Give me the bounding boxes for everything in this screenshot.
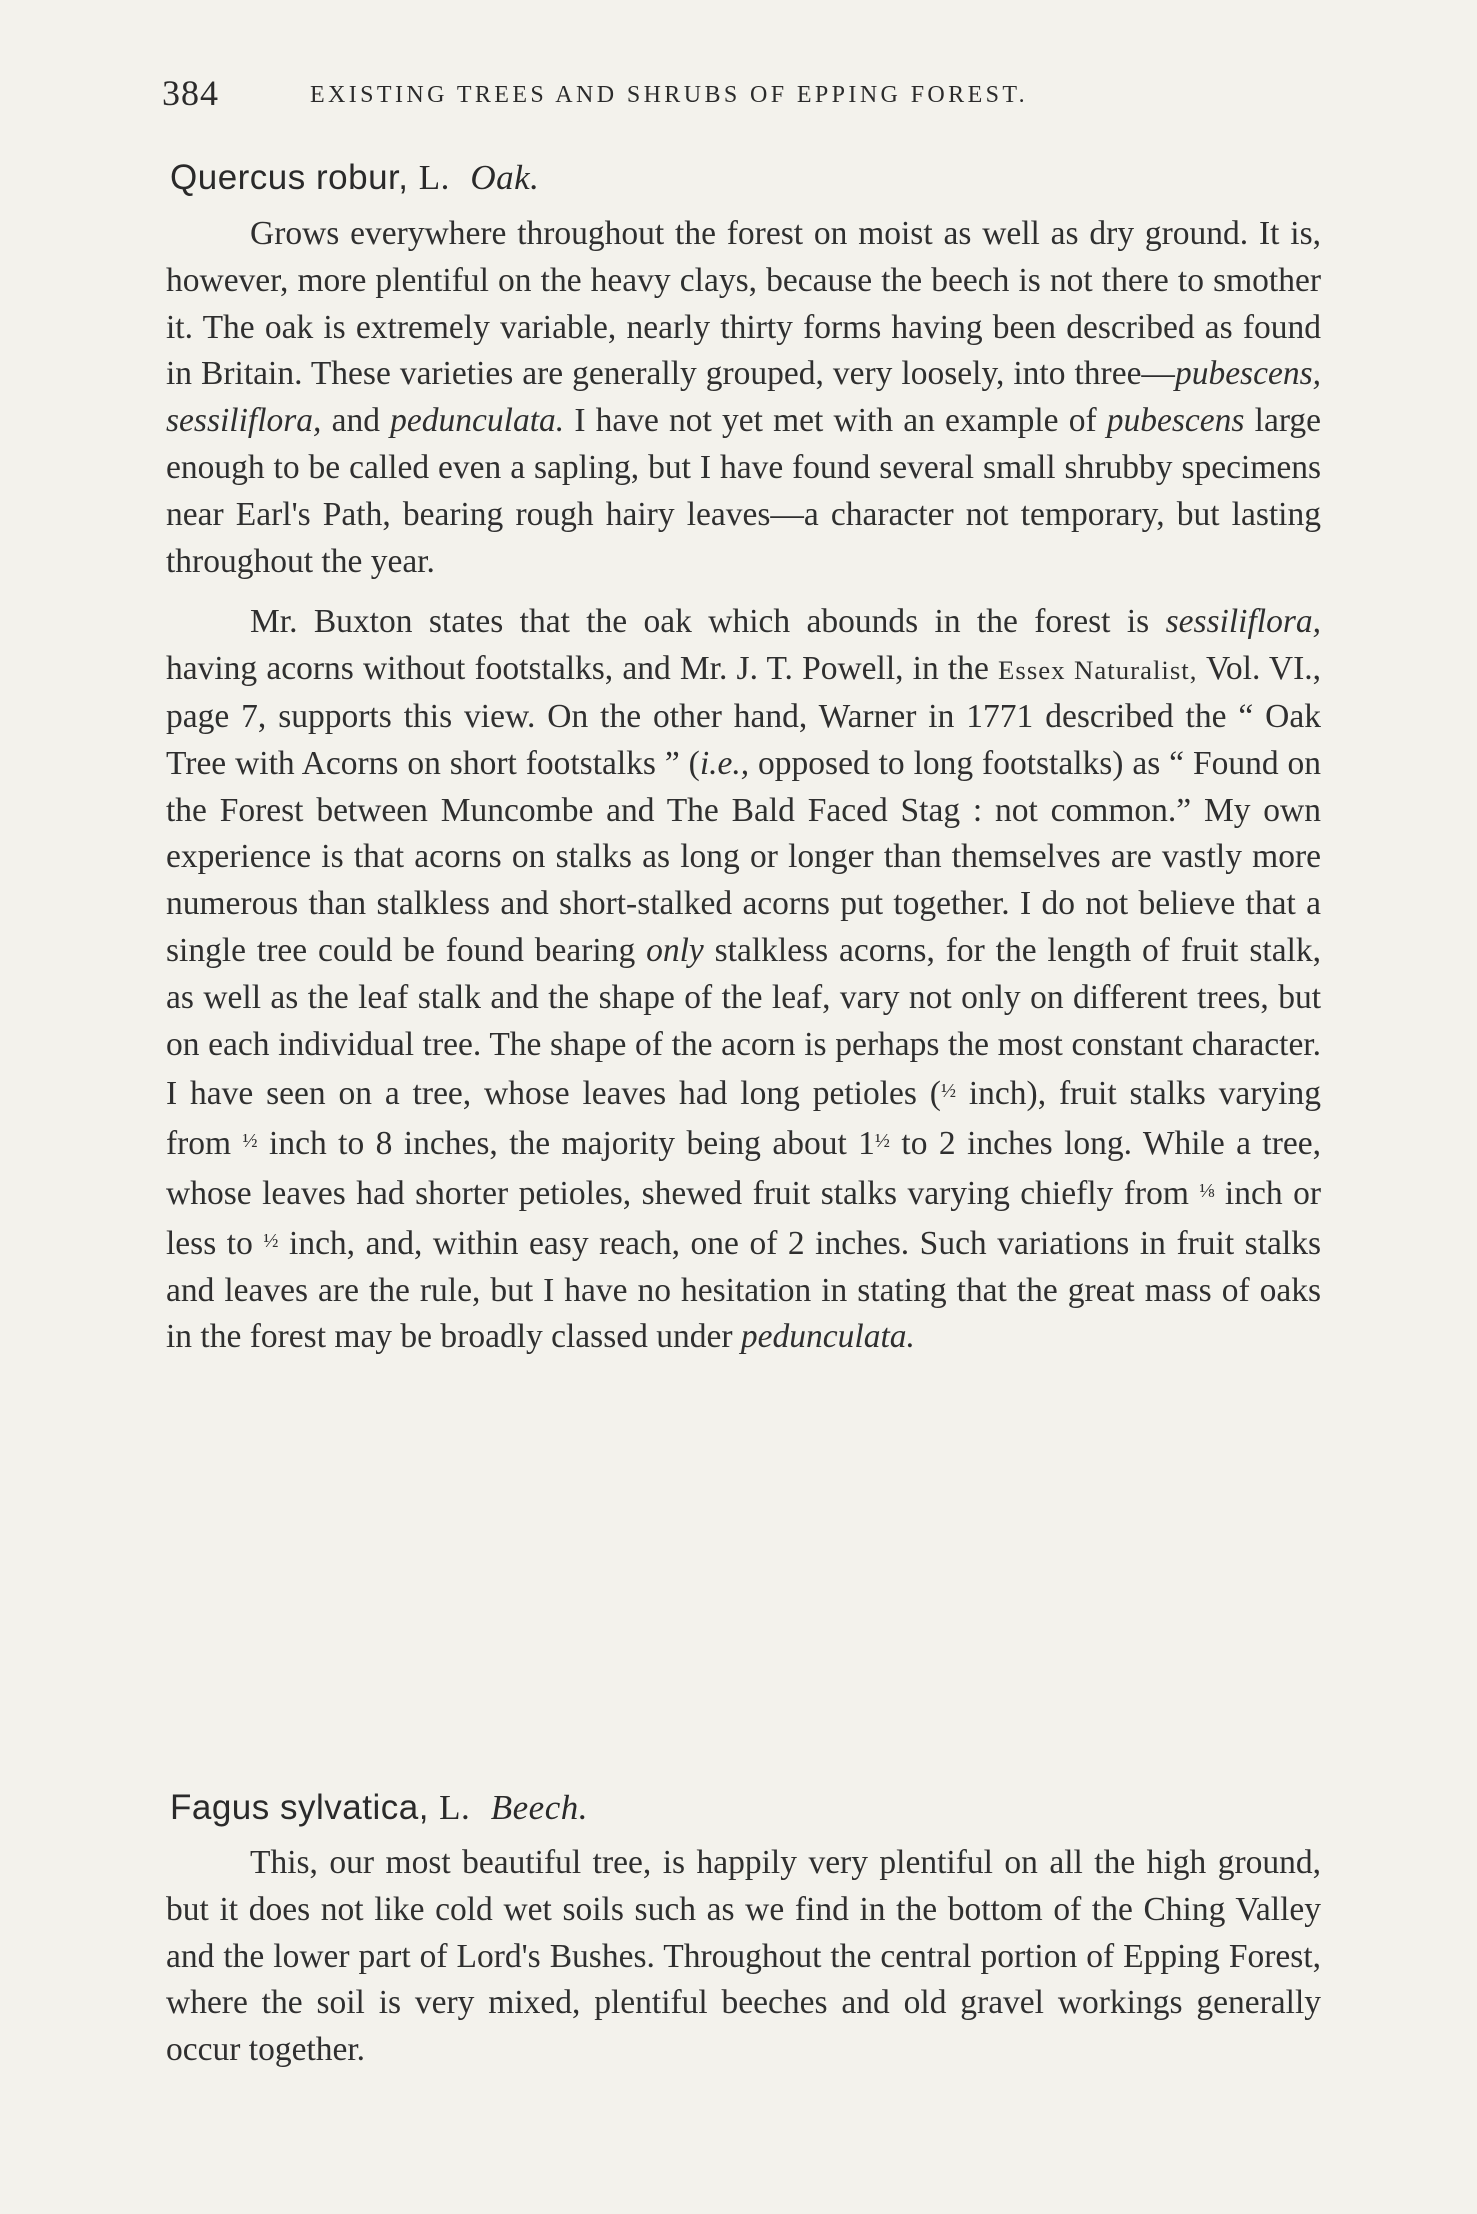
oak-p1-italic-2: pedunculata. — [390, 402, 565, 440]
oak-p2-text-4: opposed to long footstalks) as “ Found on the Forest between Muncombe and The Bald Faced Stag : not common.” My own experience is that acorns on stalks as long or longer than themselves are vastly more numerous than stalkless and short-stalked acorns put together. I do not believe that a single tree could be found bearing — [166, 744, 1322, 969]
beech-paragraph-1: This, our most beautiful tree, is happily very plentiful on all the high ground, but it does not like cold wet soils such as we find in the bottom of the Ching Valley and the lower part of Lord's Bushes. Throughout the central portion of Epping Forest, where the soil is very mixed, plentiful beeches and old gravel workings generally occur together. — [166, 1844, 1321, 2069]
oak-p2-italic-3: only — [646, 931, 704, 969]
fraction-1: ½ — [940, 1080, 957, 1103]
oak-common-name: Oak. — [470, 158, 540, 197]
oak-p1-italic-3: pubescens — [1106, 402, 1245, 440]
fraction-4: ⅛ — [1199, 1180, 1215, 1202]
fraction-5: ½ — [263, 1229, 279, 1252]
oak-p2-text-8: to 2 inches long. While a tree, whose leaves had shorter petioles, shewed fruit stalks varying chiefly from — [166, 1125, 1321, 1213]
oak-paragraph-1 — [166, 211, 1321, 585]
beech-authority: L. — [439, 1788, 471, 1827]
oak-p2-text-9: inch or less to — [166, 1175, 1321, 1262]
beech-body — [166, 1840, 1321, 2074]
fraction-3: ½ — [874, 1130, 890, 1153]
oak-authority: L. — [418, 158, 450, 197]
fraction-2: ½ — [242, 1130, 258, 1153]
running-head — [162, 72, 1312, 122]
oak-heading — [170, 158, 539, 198]
oak-p1-text-2: and — [321, 402, 391, 440]
oak-p2-text-7: inch to 8 inches, the majority being about 1 — [257, 1125, 875, 1163]
journal-name: Essex Naturalist, — [998, 655, 1198, 686]
beech-species-name: Fagus sylvatica, — [170, 1788, 429, 1827]
oak-p1-text-1: Grows everywhere throughout the forest on moist as well as dry ground. It is, however, more plentiful on the heavy clays, because the beech is not there to smother it. The oak is extremely variable, nearly thirty forms having been described as found in Britain. These varieties are generally grouped, very loosely, into three— — [166, 215, 1321, 393]
oak-p2-italic-1: sessiliflora, — [1165, 603, 1321, 641]
oak-p2-text-10: inch, and, within easy reach, one of 2 inches. Such variations in fruit stalks and leaves are the rule, but I have no hesitation in stating that the great mass of oaks in the forest may be broadly classed under — [166, 1224, 1321, 1356]
oak-p2-text-3: Vol. VI., page 7, supports this view. On the other hand, Warner in 1771 described the “ Oak Tree with Acorns on short footstalks ” ( — [166, 650, 1321, 782]
oak-p2-italic-2: i.e., — [699, 744, 750, 782]
oak-p2-italic-4: pedunculata. — [740, 1318, 915, 1356]
oak-p2-text-1: Mr. Buxton states that the oak which abounds in the forest is — [250, 603, 1166, 641]
page-number: 384 — [162, 73, 219, 113]
oak-p1-text-3: I have not yet met with an example of — [564, 402, 1107, 440]
oak-p2-text-5: stalkless acorns, for the length of fruit stalk, as well as the leaf stalk and the shape of the leaf, vary not only on different trees, but on each individual tree. The shape of the acorn is perhaps the most constant character. I have seen on a tree, whose leaves had long petioles ( — [166, 931, 1322, 1113]
oak-p1-italic-1: pubescens, sessiliflora, — [166, 355, 1321, 440]
oak-p2-text-6: inch), fruit stalks varying from — [166, 1075, 1321, 1163]
oak-p2-text-2: having acorns without footstalks, and Mr. J. T. Powell, in the — [166, 650, 999, 688]
oak-paragraph-2 — [166, 599, 1321, 1361]
beech-common-name: Beech. — [490, 1788, 588, 1827]
oak-p1-text-4: large enough to be called even a sapling, but I have found several small shrubby specimens near Earl's Path, bearing rough hairy leaves—a character not temporary, but lasting throughout the year. — [166, 402, 1321, 580]
oak-species-name: Quercus robur, — [170, 158, 409, 197]
running-title: EXISTING TREES AND SHRUBS OF EPPING FOREST. — [310, 82, 1029, 108]
beech-heading — [170, 1788, 588, 1828]
oak-body — [166, 211, 1321, 1361]
